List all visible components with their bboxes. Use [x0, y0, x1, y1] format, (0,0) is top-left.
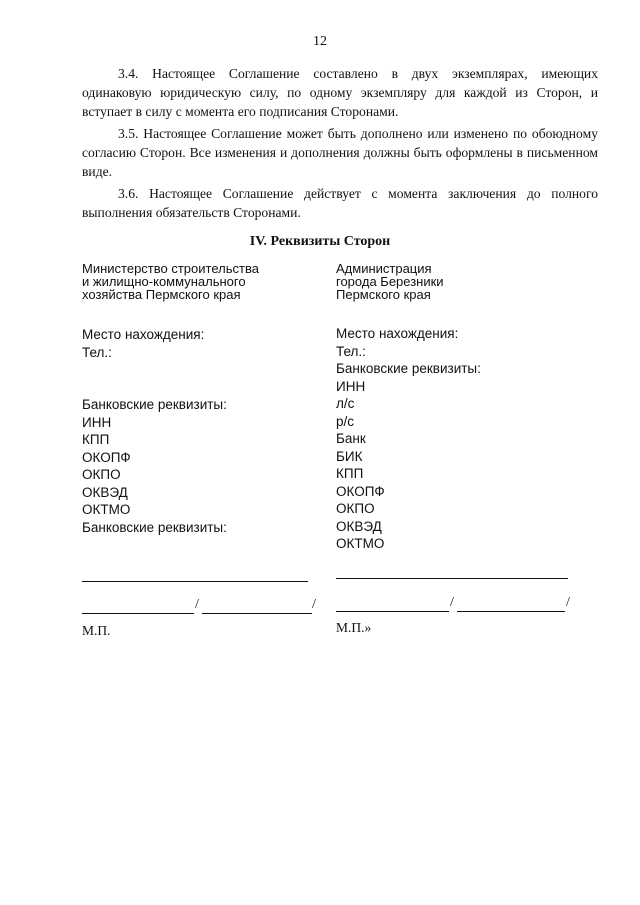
- clause-3-5: [82, 124, 598, 181]
- org-line: Министерство строительства: [82, 261, 259, 276]
- okpo-label: ОКПО: [336, 501, 375, 516]
- signature-slash: /: [195, 597, 199, 612]
- clause-3-6: [82, 184, 598, 222]
- oktmo-label: ОКТМО: [82, 502, 131, 517]
- kpp-label: КПП: [82, 432, 110, 447]
- stamp-label-left: М.П.: [82, 623, 111, 638]
- signature-line-right-1: [336, 611, 449, 612]
- section-title: IV. Реквизиты Сторон: [249, 234, 391, 249]
- page-number: 12: [313, 34, 327, 49]
- org-line: города Березники: [336, 274, 444, 289]
- okpo-label: ОКПО: [82, 467, 121, 482]
- paragraph-text: 3.4. Настоящее Соглашение составлено в двух экземплярах, имеющих одинаковую юридическую силу, по одному экземпляру для каждой из Сторон, и вступает в силу с момента его подписания Сторонами.: [82, 66, 598, 119]
- oktmo-label: ОКТМО: [336, 536, 385, 551]
- signature-line-left-2: [202, 613, 312, 614]
- bank-label: Банковские реквизиты:: [336, 361, 481, 376]
- signature-line-left: [82, 581, 308, 582]
- party-right-details: [336, 325, 586, 553]
- bank-label-2: Банковские реквизиты:: [82, 519, 227, 535]
- location-label: Место нахождения:: [336, 326, 459, 341]
- clause-3-4: [82, 64, 598, 121]
- org-line: хозяйства Пермского края: [82, 287, 241, 302]
- paragraph-text: 3.5. Настоящее Соглашение может быть дополнено или изменено по обоюдному согласию Сторон. Все изменения и дополнения должны быть оформлены в письменном виде.: [82, 126, 598, 179]
- okopf-label: ОКОПФ: [336, 483, 385, 499]
- org-line: Пермского края: [336, 287, 431, 302]
- signature-slash: /: [450, 595, 454, 610]
- okopf-label: ОКОПФ: [82, 449, 131, 465]
- okved-label: ОКВЭД: [336, 518, 382, 534]
- party-right: [336, 262, 586, 553]
- rs-label: р/с: [336, 413, 355, 429]
- stamp-label-right: М.П.»: [336, 620, 372, 635]
- phone-label: Тел.:: [82, 344, 112, 360]
- signature-line-left-1: [82, 613, 194, 614]
- bik-label: БИК: [336, 448, 363, 464]
- signature-line-right: [336, 578, 568, 579]
- signature-line-right-2: [457, 611, 565, 612]
- party-left-details: [82, 326, 322, 536]
- ls-label: л/с: [336, 396, 355, 411]
- inn-label: ИНН: [82, 414, 112, 430]
- signature-slash: /: [312, 597, 316, 612]
- kpp-label: КПП: [336, 466, 364, 481]
- phone-label: Тел.:: [336, 343, 366, 359]
- paragraph-text: 3.6. Настоящее Соглашение действует с момента заключения до полного выполнения обязательств Сторонами.: [82, 186, 598, 220]
- party-left: [82, 262, 322, 536]
- party-right-org: [336, 262, 586, 301]
- org-line: и жилищно-коммунального: [82, 274, 246, 289]
- party-left-org: [82, 262, 322, 301]
- bank-label: Банковские реквизиты:: [82, 397, 227, 412]
- bank-name-label: Банк: [336, 431, 366, 446]
- signature-slash: /: [566, 595, 570, 610]
- okved-label: ОКВЭД: [82, 484, 128, 500]
- location-label: Место нахождения:: [82, 327, 205, 342]
- inn-label: ИНН: [336, 378, 366, 394]
- org-line: Администрация: [336, 261, 432, 276]
